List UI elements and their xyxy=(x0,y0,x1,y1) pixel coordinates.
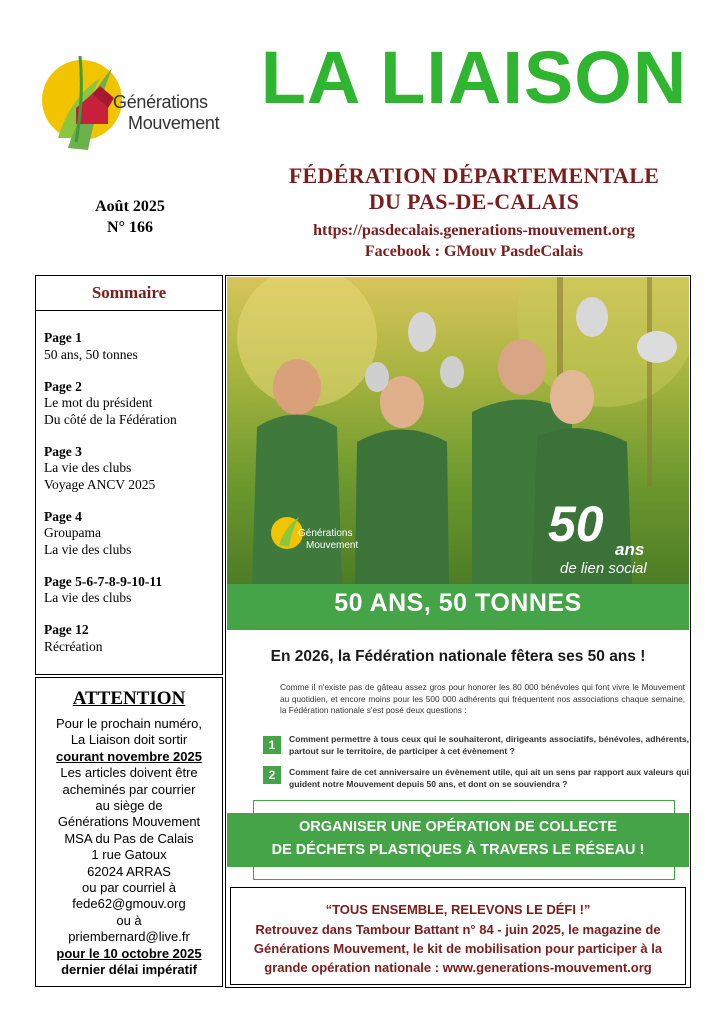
logo-text-mouvement: Mouvement xyxy=(128,113,220,133)
anniversary-badge-ans: ans xyxy=(615,540,645,559)
logo-text-generations: Générations xyxy=(113,92,208,112)
sommaire-entry: Du côté de la Fédération xyxy=(44,411,177,427)
sommaire-entry: Récréation xyxy=(44,638,103,654)
sommaire-page: Page 12 xyxy=(44,622,89,637)
attention-line: courant novembre 2025 xyxy=(56,748,202,764)
sommaire-item xyxy=(44,379,219,429)
feature-title: 50 ANS, 50 TONNES xyxy=(334,589,582,617)
federation-name-line2: DU PAS-DE-CALAIS xyxy=(368,189,580,214)
sommaire-page: Page 1 xyxy=(44,330,82,345)
sommaire-item xyxy=(44,574,219,607)
attention-line: Générations Mouvement xyxy=(57,814,201,830)
facebook-link[interactable]: Facebook : GMouv PasdeCalais xyxy=(364,243,584,260)
defi-body: Retrouvez dans Tambour Battant n° 84 - juin 2025, le magazine de Générations Mouvement, le kit de mobilisation pour participer à la grande opération nationale : www.generations-mouvement.org xyxy=(253,922,663,975)
sommaire-item xyxy=(44,330,219,363)
attention-line: 1 rue Gatoux xyxy=(91,847,167,863)
feature-headline: En 2026, la Fédération nationale fêtera ses 50 ans ! xyxy=(270,648,646,665)
sommaire-page: Page 2 xyxy=(44,378,82,394)
attention-line: ou par courriel à xyxy=(82,880,176,896)
sommaire-entry: Groupama xyxy=(44,525,101,540)
federation-name-line1: FÉDÉRATION DÉPARTEMENTALE xyxy=(288,163,660,188)
attention-line: dernier délai impératif xyxy=(61,962,197,978)
sommaire-entry: Voyage ANCV 2025 xyxy=(44,476,156,492)
question-2: Comment faire de cet anniversaire un évènement utile, qui ait un sens par rapport aux valeurs qui guident notre Mouvement depuis 50 ans, et dont on se souviendra ? xyxy=(289,767,689,789)
operation-line2: DE DÉCHETS PLASTIQUES À TRAVERS LE RÉSEAU ! xyxy=(271,842,645,858)
group-photo xyxy=(227,277,689,584)
feature-intro: Comme il n'existe pas de gâteau assez gros pour honorer les 80 000 bénévoles qui font vivre le Mouvement au quotidien, et encore moins pour les 500 000 adhérents qui fréquentent nos associations chaque semaine, la Fédération nationale s'est posé deux questions : xyxy=(280,682,685,716)
sommaire-page: Page 4 xyxy=(44,508,82,524)
sommaire-entry: La vie des clubs xyxy=(44,460,132,475)
sommaire-item xyxy=(44,509,219,559)
sommaire-item xyxy=(44,444,219,494)
sommaire-title: Sommaire xyxy=(91,283,167,302)
photo-logo-text-generations: Générations xyxy=(298,528,353,539)
attention-line: ou à xyxy=(116,912,142,928)
attention-email[interactable]: fede62@gmouv.org xyxy=(72,896,186,912)
attention-line: au siège de xyxy=(95,798,163,814)
newsletter-title: LA LIAISON xyxy=(260,36,688,119)
sommaire-entry: La vie des clubs xyxy=(44,590,132,605)
photo-logo-text-mouvement: Mouvement xyxy=(306,540,359,551)
attention-email[interactable]: priembernard@live.fr xyxy=(68,929,190,945)
sommaire-entry: Le mot du président xyxy=(44,395,153,410)
attention-line: 62024 ARRAS xyxy=(87,863,171,879)
sommaire-page: Page 3 xyxy=(44,443,82,459)
attention-deadline: pour le 10 octobre 2025 xyxy=(56,945,202,961)
attention-line: acheminés par courrier xyxy=(62,781,196,797)
issue-date: Août 2025 xyxy=(95,198,165,215)
attention-line: Les articles doivent être xyxy=(60,765,198,781)
anniversary-badge-number: 50 xyxy=(548,496,604,552)
question-1: Comment permettre à tous ceux qui le souhaiteront, dirigeants associatifs, bénévoles, adhérents, partout sur le territoire, de participer à cet évènement ? xyxy=(289,734,689,756)
operation-line1: ORGANISER UNE OPÉRATION DE COLLECTE xyxy=(299,819,617,835)
attention-line: Pour le prochain numéro, xyxy=(56,716,202,731)
sommaire-page: Page 5-6-7-8-9-10-11 xyxy=(44,573,163,589)
attention-line: MSA du Pas de Calais xyxy=(64,830,194,846)
sommaire-item xyxy=(44,622,219,655)
defi-title: “TOUS ENSEMBLE, RELEVONS LE DÉFI !” xyxy=(325,902,591,917)
website-link[interactable]: https://pasdecalais.generations-mouvement.org xyxy=(313,222,635,239)
anniversary-badge-subtitle: de lien social xyxy=(560,560,647,577)
sommaire-entry: 50 ans, 50 tonnes xyxy=(44,346,138,362)
issue-number: N° 166 xyxy=(107,219,153,236)
question-number-1: 1 xyxy=(263,736,281,754)
question-number-2: 2 xyxy=(263,766,281,784)
sommaire-list xyxy=(44,330,219,671)
attention-title: ATTENTION xyxy=(72,688,186,709)
attention-body xyxy=(35,716,223,979)
sommaire-entry: La vie des clubs xyxy=(44,541,132,557)
attention-line: La Liaison doit sortir xyxy=(70,732,188,748)
